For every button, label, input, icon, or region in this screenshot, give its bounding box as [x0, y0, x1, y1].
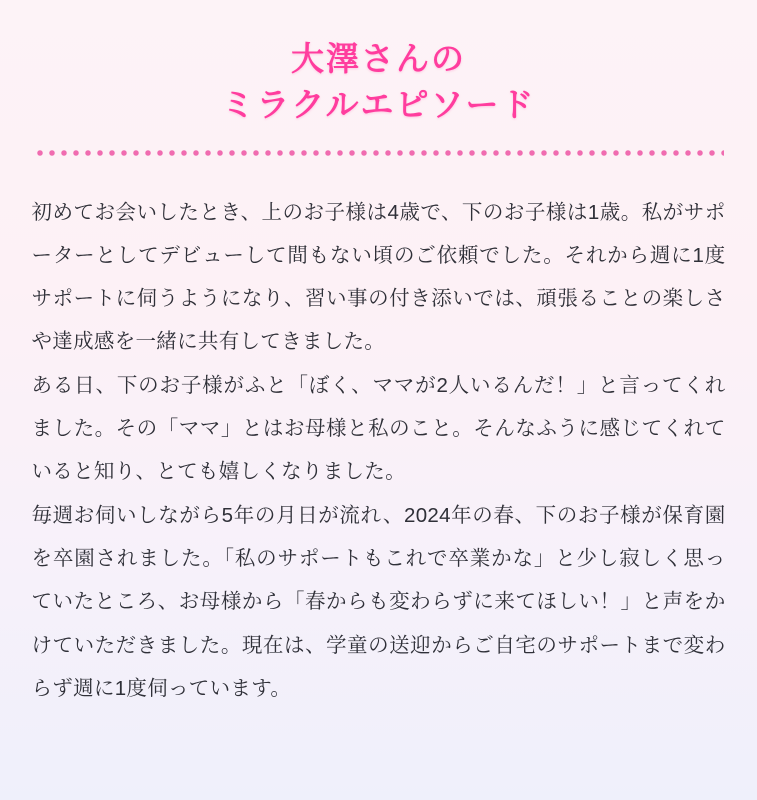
paragraph: 初めてお会いしたとき、上のお子様は4歳で、下のお子様は1歳。私がサポーターとしてデビューして間もない頃のご依頼でした。それから週に1度サポートに伺うようになり、習い事の付き添いでは、頑張ることの楽しさや達成感を一緒に共有してきました。	[31, 201, 726, 354]
page-title-line-1: 大澤さんの	[291, 40, 466, 77]
episode-body	[32, 191, 726, 710]
page-title	[0, 0, 757, 127]
paragraph: 毎週お伺いしながら5年の月日が流れ、2024年の春、下のお子様が保育園を卒園されました。「私のサポートもこれで卒業かな」と少し寂しく思っていたところ、お母様から「春からも変わらずに来てほしい！」と声をかけていただきました。現在は、学童の送迎からご自宅のサポートまで変わらず週に1度伺っています。	[31, 504, 726, 700]
paragraph: ある日、下のお子様がふと「ぼく、ママが2人いるんだ！」と言ってくれました。その「ママ」とはお母様と私のこと。そんなふうに感じてくれていると知り、とても嬉しくなりました。	[31, 374, 726, 484]
page-title-line-2: ミラクルエピソード	[221, 85, 536, 123]
dotted-divider	[34, 149, 724, 157]
